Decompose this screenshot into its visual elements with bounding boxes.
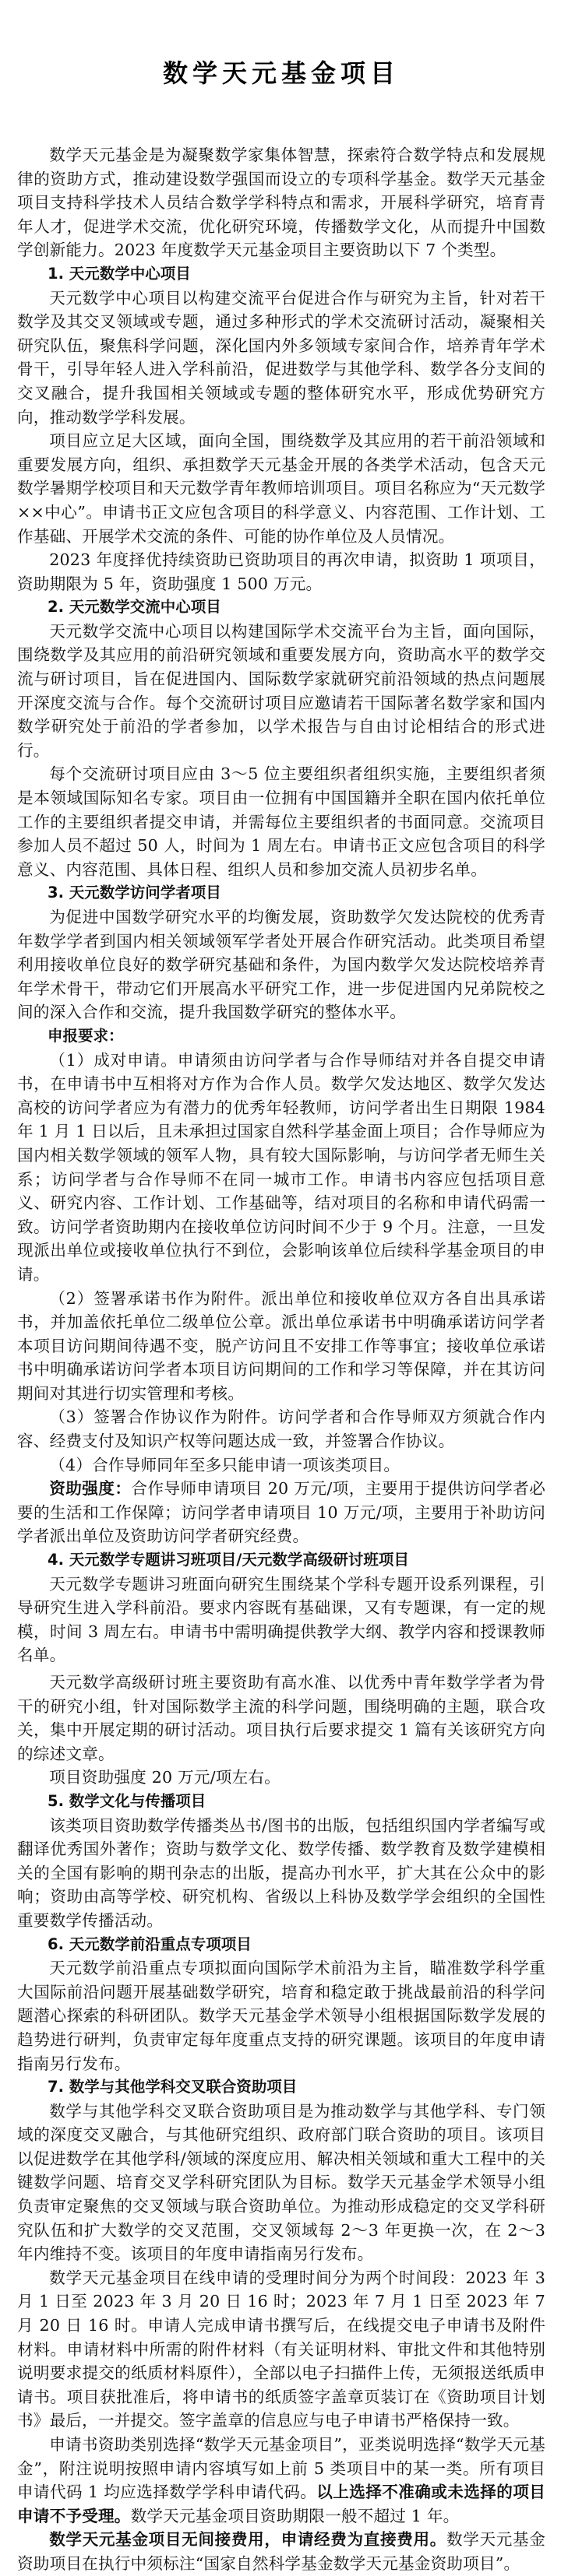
section-7-heading: 7. 数学与其他学科交叉联合资助项目 <box>48 2078 298 2096</box>
section-4-paragraph-2: 天元数学高级研讨班主要资助有高水准、以优秀中青年数学学者为骨干的研究小组，针对国际数学主流的科学问题，围绕明确的主题，联合攻关，集中开展定期的研讨活动。项目执行后要求提交 1 篇有关该研究方向的综述文章。 <box>17 1673 545 1763</box>
section-1-paragraph-3: 2023 年度择优持续资助已资助项目的再次申请，拟资助 1 项项目，资助期限为 5 年，资助强度 1 500 万元。 <box>17 550 545 593</box>
timeline-paragraph: 数学天元基金项目在线申请的受理时间分为两个时间段：2023 年 3 月 1 日至 2023 年 3 月 20 日 16 时；2023 年 7 月 1 日至 2023 年 7 月 20 日 16 时。申请人完成申请书撰写后，在线提交电子申请书及附件材料。申请材料中所需的附件材料（有关证明材料、审批文件和其他特别说明要求提交的纸质材料原件），全部以电子扫描件上传，无须报送纸质申请书。项目获批准后，将申请书的纸质签字盖章页装订在《资助项目计划书》最后，一并提交。签字盖章的信息应与电子申请书严格保持一致。 <box>17 2268 545 2430</box>
section-1-paragraph-1: 天元数学中心项目以构建交流平台促进合作与研究为主旨，针对若干数学及其交叉领域或专题，通过多种形式的学术交流研讨活动，凝聚相关研究队伍，聚焦科学问题，深化国内外多领域专家间合作，培养青年学术骨干，引导年轻人进入学科前沿，促进数学与其他学科、数学各分支间的交叉融合，提升我国相关领域或专题的整体研究水平，形成优势研究方向，推动数学学科发展。 <box>17 288 545 427</box>
funding-label: 资助强度： <box>49 1479 132 1499</box>
document-page <box>17 0 545 2576</box>
selection-paragraph <box>17 2433 545 2528</box>
section-3-paragraph-1: 为促进中国数学研究水平的均衡发展，资助数学欠发达院校的优秀青年数学学者到国内相关领域领军学者处开展合作研究活动。此类项目希望利用接收单位良好的数学研究基础和条件，为国内数学欠发达院校培养青年学术骨干，带动它们开展高水平研究工作，进一步促进国内兄弟院校之间的深入合作和交流，提升我国数学研究的整体水平。 <box>17 908 545 1022</box>
selection-warning: 以上选择不准确或未选择的项目申请不予受理。 <box>17 2483 545 2525</box>
section-5-paragraph-1: 该类项目资助数学传播类丛书/图书的出版，包括组织国内学者编写或翻译优秀国外著作；资助与数学文化、数学传播、数学教育及数学建模相关的全国有影响的期刊杂志的出版，提高办刊水平，扩大其在公众中的影响；资助由高等学校、研究机构、省级以上科协及数学学会组织的全国性重要数学传播活动。 <box>17 1815 545 1930</box>
section-1-heading: 1. 天元数学中心项目 <box>48 264 191 283</box>
requirement-4: （4）合作导师同年至多只能申请一项该类项目。 <box>49 1455 400 1474</box>
section-5-heading: 5. 数学文化与传播项目 <box>48 1791 206 1810</box>
section-2-paragraph-1: 天元数学交流中心项目以构建国际学术交流平台为主旨，面向国际，围绕数学及其应用的前沿研究领域和重要发展方向，资助高水平的数学交流与研讨项目，旨在促进国内、国际数学家就研究前沿领域的热点问题展开深度交流与合作。每个交流研讨项目应邀请若干国际著名数学家和国内数学研究处于前沿的学者参加，以学术报告与自由讨论相结合的形式进行。 <box>17 621 545 760</box>
requirements-label: 申报要求： <box>48 1026 124 1045</box>
section-6-paragraph-1: 天元数学前沿重点专项拟面向国际学术前沿为主旨，瞄准数学科学重大国际前沿问题开展基础数学研究，培育和稳定敢于挑战最前沿的科学问题潜心探索的科研团队。数学天元基金学术领导小组根据国际数学发展的趋势进行研判，负责审定每年度重点支持的研究课题。该项目的年度申请指南另行发布。 <box>17 1959 545 2073</box>
funding-text: 合作导师申请项目 20 万元/项，主要用于提供访问学者必要的生活和工作保障；访问学者申请项目 10 万元/项，主要用于补助访问学者派出单位及资助访问学者研究经费。 <box>17 1479 545 1546</box>
requirement-1: （1）成对申请。申请须由访问学者与合作导师结对并各自提交申请书，在申请书中互相将对方作为合作人员。数学欠发达地区、数学欠发达高校的访问学者应为有潜力的优秀年轻教师，访问学者出生日期限 1984 年 1 月 1 日以后，且未承担过国家自然科学基金面上项目；合作导师应为国内相关数学领域的领军人物，具有较大国际影响，与访问学者无师生关系；访问学者与合作导师不在同一城市工作。申请书内容应包括项目意义、研究内容、工作计划、工作基础等，结对项目的名称和申请代码需一致。访问学者资助期内在接收单位访问时间不少于 9 个月。注意，一旦发现派出单位或接收单位执行不到位，会影响该单位后续科学基金项目的申请。 <box>17 1050 545 1284</box>
duration-text: 数学天元基金项目资助期限一般不超过 1 年。 <box>130 2506 460 2525</box>
fee-text: 数学天元基金资助项目在执行中须标注“国家自然科学基金数学天元基金资助项目”。 <box>17 2530 545 2573</box>
section-3-heading: 3. 天元数学访问学者项目 <box>48 884 221 902</box>
section-4-heading: 4. 天元数学专题讲习班项目/天元数学高级研讨班项目 <box>48 1551 409 1569</box>
section-1-paragraph-2: 项目应立足大区域，面向全国，围绕数学及其应用的若干前沿领域和重要发展方向，组织、承担数学天元基金开展的各类学术活动，包含天元数学暑期学校项目和天元数学青年教师培训项目。项目名称应为“天元数学××中心”。申请书正文应包含项目的科学意义、内容范围、工作计划、工作基础、开展学术交流的条件、可能的协作单位及人员情况。 <box>17 431 545 546</box>
page-title: 数学天元基金项目 <box>162 58 400 88</box>
requirement-2: （2）签署承诺书作为附件。派出单位和接收单位双方各自出具承诺书，并加盖依托单位二级单位公章。派出单位承诺书中明确承诺访问学者本项目访问期间待遇不变，脱产访问且不安排工作等事宜；接收单位承诺书中明确承诺访问学者本项目访问期间的工作和学习等保障，并在其访问期间对其进行切实管理和考核。 <box>17 1288 545 1403</box>
section-2-heading: 2. 天元数学交流中心项目 <box>48 598 221 617</box>
section-6-heading: 6. 天元数学前沿重点专项项目 <box>48 1935 252 1953</box>
section-4-paragraph-3: 项目资助强度 20 万元/项左右。 <box>49 1768 280 1787</box>
fee-paragraph <box>17 2528 545 2575</box>
intro-paragraph: 数学天元基金是为凝聚数学家集体智慧，探索符合数学特点和发展规律的资助方式，推动建设数学强国而设立的专项科学基金。数学天元基金项目支持科学技术人员结合数学学科特点和需求，开展科学研究，培育青年人才，促进学术交流，优化研究环境，传播数学文化，从而提升中国数学创新能力。2023 年度数学天元基金项目主要资助以下 7 个类型。 <box>17 146 545 260</box>
fee-bold: 数学天元基金项目无间接费用，申请经费为直接费用。 <box>49 2530 446 2550</box>
funding-paragraph <box>17 1477 545 1548</box>
section-7-paragraph-1: 数学与其他学科交叉联合资助项目是为推动数学与其他学科、专门领域的深度交叉融合，与其他研究组织、政府部门联合资助的项目。该项目以促进数学在其他学科/领域的深度应用、解决相关领域和重大工程中的关键数学问题、培育交叉学科研究团队为目标。数学天元基金学术领导小组负责审定聚焦的交叉领域与联合资助单位。为推动形成稳定的交叉学科研究队伍和扩大数学的交叉范围，交叉领域每 2～3 年更换一次，在 2～3 年内维持不变。该项目的年度申请指南另行发布。 <box>17 2101 545 2264</box>
selection-text: 申请书资助类别选择“数学天元基金项目”，亚类说明选择“数学天元基金”，附注说明按照申请内容填写如上前 5 类项目中的某一类。所有项目申请代码 1 均应选择数学学科申请代码。 <box>17 2435 545 2502</box>
section-2-paragraph-2: 每个交流研讨项目应由 3～5 位主要组织者组织实施，主要组织者须是本领域国际知名专家。项目由一位拥有中国国籍并全职在国内依托单位工作的主要组织者提交申请，并需每位主要组织者的书面同意。交流项目参加人员不超过 50 人，时间为 1 周左右。申请书正文应包含项目的科学意义、内容范围、具体日程、组织人员和参加交流人员初步名单。 <box>17 764 545 879</box>
requirement-3: （3）签署合作协议作为附件。访问学者和合作导师双方须就合作内容、经费支付及知识产权等问题达成一致，并签署合作协议。 <box>17 1407 545 1451</box>
section-4-paragraph-1: 天元数学专题讲习班面向研究生围绕某个学科专题开设系列课程，引导研究生进入学科前沿。要求内容既有基础课，又有专题课，有一定的规模，时间 3 周左右。申请书中需明确提供教学大纲、教学内容和授课教师名单。 <box>17 1574 545 1665</box>
